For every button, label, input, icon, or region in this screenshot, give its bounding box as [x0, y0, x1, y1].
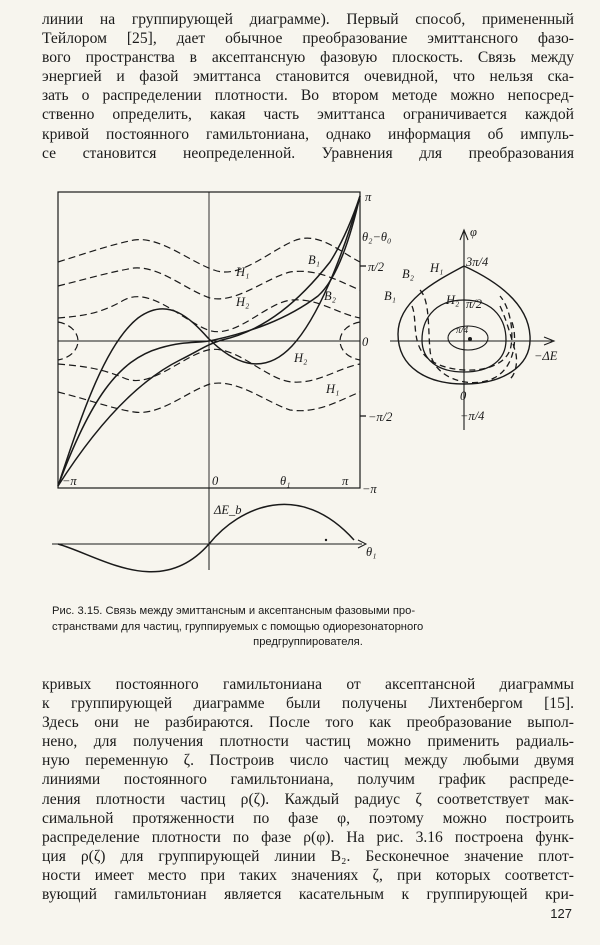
label-neg-pi-left: −π	[62, 474, 77, 488]
delta-e-curve	[58, 504, 354, 571]
label-h1: H₁	[236, 265, 250, 279]
text-line: зать о распределении плотности. Во втором методе можно непосред-	[42, 87, 574, 105]
label-pi-bottom: π	[342, 474, 349, 488]
text-line: ция ρ(ζ) для группирующей линии B₂. Бесконечное значение плот-	[42, 847, 574, 865]
label-b2-right: B₂	[402, 267, 414, 281]
label-zero-bottom: 0	[212, 474, 219, 488]
text-line: вого пространства в аксептансную фазовую плоскость. Связь между	[42, 49, 574, 67]
text-line: симальной протяженности по фазе φ, поэтому можно построить	[42, 809, 574, 827]
label-h2: H₂	[236, 295, 250, 309]
text-line: ную переменную ζ. Построив число частиц между любыми двумя	[42, 752, 574, 770]
label-delta-eb: ΔE_b	[214, 503, 242, 517]
label-h2-lower: H₂	[294, 351, 308, 365]
caption-line: странствами для частиц, группируемых с помощью одиорезонаторного	[52, 620, 424, 633]
label-3pi4: 3π/4	[466, 255, 489, 269]
label-theta-diff: θ₂−θ₀	[362, 230, 392, 244]
text-line: энергией и фазой эмиттанса становится очевидной, что нельзя ска-	[42, 68, 574, 86]
label-b2: B₂	[324, 289, 336, 303]
label-zero-right: 0	[362, 335, 369, 349]
page-number: 127	[550, 906, 572, 921]
label-b1-right: B₁	[384, 289, 396, 303]
text-line: к группирующей диаграмме были получены Лихтенбергом [15].	[42, 695, 574, 713]
text-line: ления плотности частиц ρ(ζ). Каждый радиус ζ соответствует мак-	[42, 790, 574, 808]
bottom-plot	[52, 488, 377, 572]
label-neg-pi-half: −π/2	[368, 410, 393, 424]
text-line: нено, для получения плотности частиц можно применить радиаль-	[42, 733, 574, 751]
label-h2-right: H₂	[446, 293, 460, 307]
text-line: распределение плотности по фазе ρ(φ). На рис. 3.16 построена функ-	[42, 828, 574, 846]
caption-line: предгруппирователя.	[253, 636, 363, 648]
center-point	[468, 337, 472, 341]
bottom-paragraph	[42, 675, 574, 904]
figure-caption	[52, 604, 564, 651]
left-plot	[58, 190, 392, 496]
text-line: Тейлором [25], дает обычное преобразование эмиттансного фазо-	[42, 30, 574, 48]
label-theta1-bottom: θ₁	[366, 545, 377, 559]
label-pi-half: π/2	[368, 260, 384, 274]
label-h1-lower: H₁	[326, 382, 340, 396]
label-neg-delta-e: −ΔE	[534, 349, 558, 363]
label-phi: φ	[470, 225, 477, 239]
label-pi4-center: π/4	[456, 326, 469, 336]
text-line: кривых постоянного гамильтониана от аксептансной диаграммы	[42, 676, 574, 693]
text-line: линии на группирующей диаграмме). Первый способ, примененный	[42, 11, 574, 28]
right-labels	[384, 225, 558, 423]
text-line: Здесь они не разбираются. После того как преобразование выпол-	[42, 714, 574, 732]
label-pi-top: π	[365, 190, 372, 204]
label-theta1: θ₁	[280, 474, 291, 488]
label-b1: B₁	[308, 253, 320, 267]
left-axis-labels	[62, 190, 392, 496]
text-line: се становится неопределенной. Уравнения для преобразования	[42, 144, 574, 162]
text-line: кривой постоянного гамильтониана, однако информация об импуль-	[42, 125, 574, 143]
label-pi2-right: π/2	[466, 297, 482, 311]
text-line: ности имеет место при таких значениях ζ, при которых соответст-	[42, 866, 574, 884]
text-line: вующий гамильтониан является касательным к группирующей кри-	[42, 886, 574, 904]
label-neg-pi4: −π/4	[460, 409, 485, 423]
dot-mark	[325, 539, 327, 541]
caption-line: Рис. 3.15. Связь между эмиттансным и аксептансным фазовыми про-	[52, 605, 416, 617]
left-curve-labels	[235, 253, 339, 396]
text-line: линиями постоянного гамильтониана, получим график распреде-	[42, 771, 574, 789]
right-plot	[384, 225, 558, 430]
label-neg-pi-right: −π	[362, 482, 377, 496]
label-h1-right: H₁	[430, 261, 444, 275]
label-zero-right-plot: 0	[460, 389, 467, 403]
text-line: ственно определить, какая часть эмиттанса ограничивается каждой	[42, 106, 574, 124]
